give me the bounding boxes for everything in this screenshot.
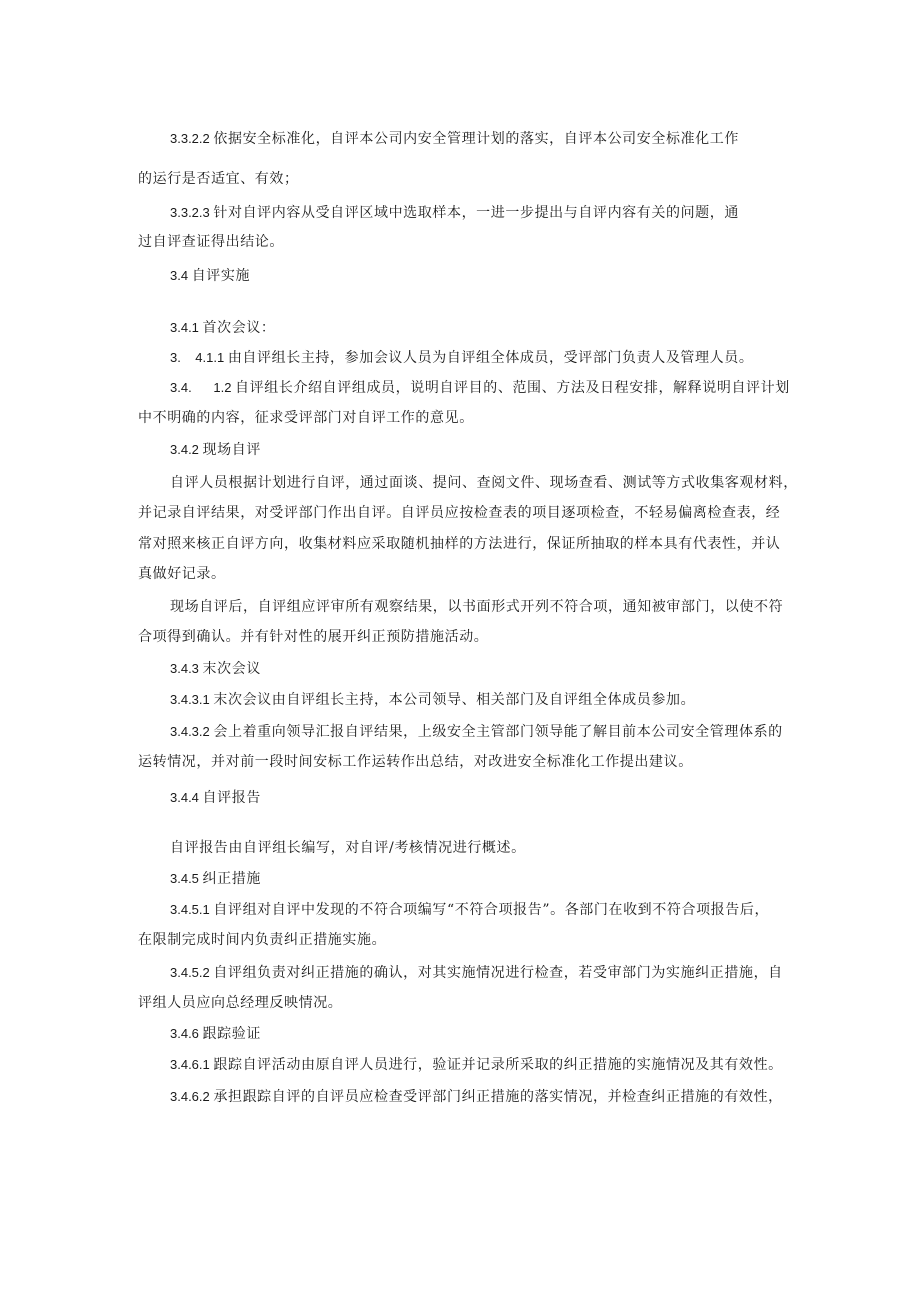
clause-3-4-6-1: 3.4.6.1 跟踪自评活动由原自评人员进行，验证并记录所采取的纠正措施的实施情况及其有效性。 xyxy=(170,1057,783,1073)
section-3-4-1-heading: 3.4.1 首次会议： xyxy=(170,320,276,336)
clause-3-4-1-1: 3. 4.1.1 由自评组长主持，参加会议人员为自评组全体成员，受评部门负责人及管理人员。 xyxy=(170,350,754,366)
clause-3-4-6-2: 3.4.6.2 承担跟踪自评的自评员应检查受评部门纠正措施的落实情况，并检查纠正措施的有效性， xyxy=(170,1089,783,1105)
paragraph-onsite-line-3: 常对照来核正自评方向，收集材料应采取随机抽样的方法进行，保证所抽取的样本具有代表性，并认 xyxy=(138,536,781,552)
section-3-4-5-heading: 3.4.5 纠正措施 xyxy=(170,871,261,887)
clause-3-4-5-2: 3.4.5.2 自评组负责对纠正措施的确认，对其实施情况进行检查，若受审部门为实施纠正措施，自 xyxy=(170,965,783,981)
paragraph-review-line-1: 现场自评后，自评组应评审所有观察结果，以书面形式开列不符合项，通知被审部门，以使不符 xyxy=(170,599,784,615)
clause-3-4-3-2: 3.4.3.2 会上着重向领导汇报自评结果，上级安全主管部门领导能了解目前本公司安全管理体系的 xyxy=(170,724,783,740)
clause-3-4-3-1: 3.4.3.1 末次会议由自评组长主持，本公司领导、相关部门及自评组全体成员参加。 xyxy=(170,692,696,708)
clause-3-4-1-2-cont: 中不明确的内容，征求受评部门对自评工作的意见。 xyxy=(138,410,474,426)
section-3-4-3-heading: 3.4.3 末次会议 xyxy=(170,661,261,677)
clause-3-4-1-2: 3.4. 1.2 自评组长介绍自评组成员，说明自评目的、范围、方法及日程安排，解释说明自评计划 xyxy=(170,380,790,396)
section-3-4-4-heading: 3.4.4 自评报告 xyxy=(170,790,261,806)
paragraph-onsite-line-2: 并记录自评结果，对受评部门作出自评。自评员应按检查表的项目逐项检查，不轻易偏离检查表，经 xyxy=(138,505,781,521)
paragraph-onsite-line-4: 真做好记录。 xyxy=(138,566,226,582)
clause-3-3-2-2-cont: 的运行是否适宜、有效； xyxy=(138,171,299,187)
clause-3-4-5-1-cont: 在限制完成时间内负责纠正措施实施。 xyxy=(138,932,387,948)
paragraph-onsite-line-1: 自评人员根据计划进行自评，通过面谈、提问、查阅文件、现场查看、测试等方式收集客观材料， xyxy=(170,475,798,491)
section-3-4-6-heading: 3.4.6 跟踪验证 xyxy=(170,1026,261,1042)
section-3-4-heading: 3.4 自评实施 xyxy=(170,268,251,284)
clause-3-3-2-3: 3.3.2.3 针对自评内容从受自评区域中选取样本，一进一步提出与自评内容有关的问题，通 xyxy=(170,205,739,221)
clause-3-4-5-1: 3.4.5.1 自评组对自评中发现的不符合项编写“不符合项报告”。各部门在收到不符合项报告后， xyxy=(170,902,770,918)
paragraph-review-line-2: 合项得到确认。并有针对性的展开纠正预防措施活动。 xyxy=(138,629,489,645)
clause-3-4-5-2-cont: 评组人员应向总经理反映情况。 xyxy=(138,995,343,1011)
section-3-4-2-heading: 3.4.2 现场自评 xyxy=(170,442,261,458)
clause-3-3-2-3-cont: 过自评查证得出结论。 xyxy=(138,234,284,250)
clause-3-4-3-2-cont: 运转情况，并对前一段时间安标工作运转作出总结，对改进安全标准化工作提出建议。 xyxy=(138,754,693,770)
paragraph-report: 自评报告由自评组长编写，对自评/考核情况进行概述。 xyxy=(170,840,526,856)
clause-3-3-2-2: 3.3.2.2 依据安全标准化，自评本公司内安全管理计划的落实，自评本公司安全标准化工作 xyxy=(170,131,739,147)
